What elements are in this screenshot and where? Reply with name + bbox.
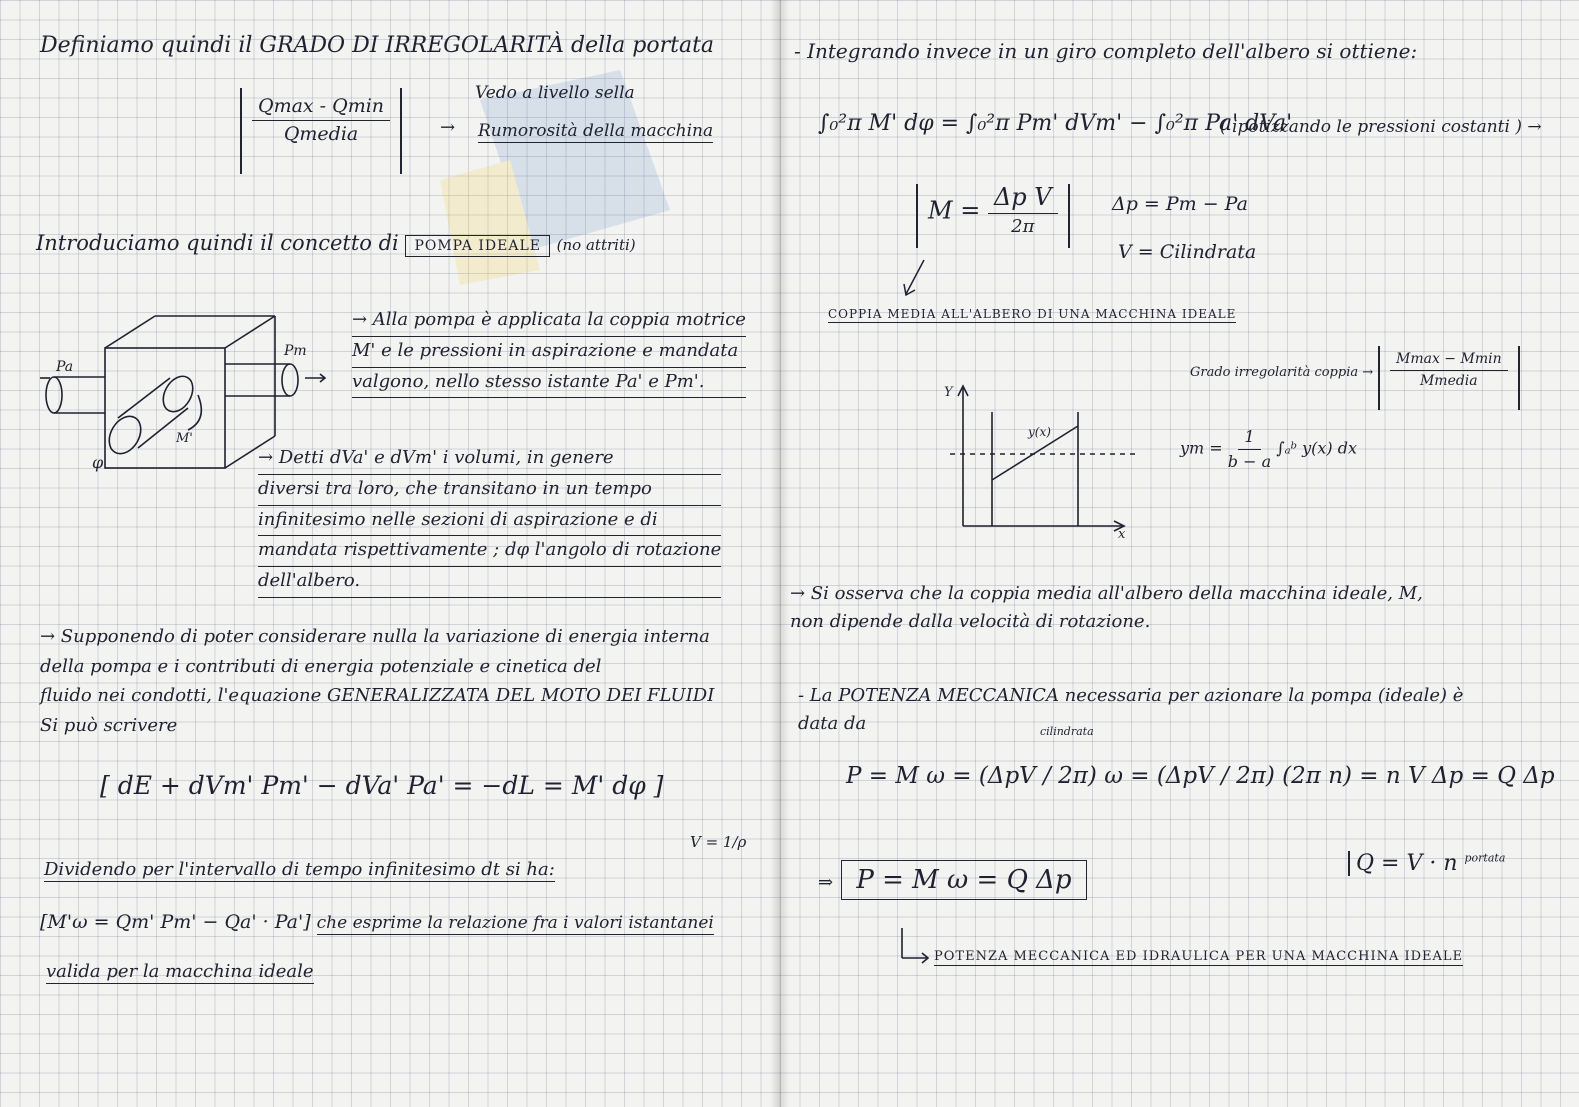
grado-coppia-label: Grado irregolarità coppia → — [1190, 365, 1374, 380]
fig-torque-label: M' — [176, 431, 193, 446]
integral-note: ( ipotizzando le pressioni costanti ) → — [1220, 117, 1542, 137]
paragraph-equazione-generalizzata: → Supponendo di poter considerare nulla la variazione di energia interna della pompa e i contributi di energia potenziale e cinetica del fluido nei condotti, l'equazione GENERALIZZATA DEL MOTO DEI FLUIDI Si può scrivere — [40, 626, 715, 737]
grado-note-1: Vedo a livello sella — [475, 83, 635, 103]
down-arrow-icon — [898, 258, 938, 300]
portata-note: Q = V · n $^{portata}$ — [1348, 852, 1505, 876]
coppia-media-label: COPPIA MEDIA ALL'ALBERO DI UNA MACCHINA IDEALE — [828, 307, 1237, 321]
potenza-box-line — [818, 866, 1087, 895]
pompa-ideale-box: POMPA IDEALE — [405, 235, 550, 257]
fig-pa-label: Pa — [56, 359, 74, 375]
coppia-indipendente-note: → Si osserva che la coppia media all'albero della macchina ideale, M, non dipende dalla velocità di rotazione. — [790, 583, 1423, 632]
paragraph-coppia-pressioni: → Alla pompa è applicata la coppia motrice M' e le pressioni in aspirazione e mandata valgono, nello stesso istante Pa' e Pm'. — [352, 306, 746, 398]
grado-coppia-formula: $\frac{Mmax - Mmin}{\text{Mmedia}}$ — [1378, 346, 1520, 410]
potenza-meccanica-line: - La POTENZA MECCANICA necessaria per azionare la pompa (ideale) è data da — [798, 685, 1464, 734]
corner-arrow-icon — [896, 926, 936, 966]
potenza-result-box: P = M ω = Q Δp — [841, 860, 1086, 900]
cilindrata-definition: V = Cilindrata — [1118, 241, 1257, 263]
fig-phi-label: φ — [92, 453, 104, 472]
integrando-line: - Integrando invece in un giro completo dell'albero si ottiene: — [794, 39, 1418, 63]
pompa-ideale-line: Introduciamo quindi il concetto di POMPA IDEALE (no attriti) — [36, 231, 636, 255]
valor-medio-formula: ym = $\frac{1}{b - a}$ ∫ₐᵇ y(x) dx — [1180, 427, 1357, 471]
cilindrata-annotation: cilindrata — [1040, 725, 1094, 738]
dividendo-line: Dividendo per l'intervallo di tempo infinitesimo dt si ha: — [44, 859, 555, 880]
notebook-spine — [770, 0, 790, 1107]
graph-fx-label: y(x) — [1028, 425, 1051, 439]
potenza-final-label: POTENZA MECCANICA ED IDRAULICA PER UNA MACCHINA IDEALE — [934, 949, 1464, 964]
grado-irregolarita-line: Definiamo quindi il GRADO DI IRREGOLARITÀ della portata — [40, 33, 715, 58]
equation-potenza-istantanea: [M'ω = Qm' Pm' − Qa' · Pa'] che esprime la relazione fra i valori istantanei — [40, 911, 714, 933]
valida-line: valida per la macchina ideale — [46, 961, 314, 982]
grado-irregolarita-formula — [240, 88, 402, 174]
paragraph-volumi: → Detti dVa' e dVm' i volumi, in genere diversi tra loro, che transitano in un tempo infinitesimo nelle sezioni di aspirazione e di mandata rispettivamente ; dφ l'angolo di rotazione dell'albero. — [258, 444, 721, 598]
delta-p-definition: Δp = Pm − Pa — [1112, 193, 1248, 215]
arrow-icon: → — [440, 117, 456, 138]
fig-pm-label: Pm — [284, 343, 307, 359]
grado-note-2: Rumorosità della macchina — [478, 121, 714, 141]
potenza-equation: P = M ω = (ΔpV / 2π) ω = (ΔpV / 2π) (2π n) = n V Δp = Q Δp — [846, 763, 1555, 789]
volume-specifico-note: V = 1/ρ — [690, 833, 747, 851]
implies-arrow-icon: ⇒ — [818, 872, 834, 893]
grado-numerator: Qmax - Qmin — [252, 96, 390, 121]
coppia-media-formula: M = $\frac{\text{Δp V}}{2\pi}$ — [916, 184, 1070, 248]
mean-value-graph — [930, 380, 1140, 545]
integral-equation: ∫₀²π M' dφ = ∫₀²π Pm' dVm' − ∫₀²π Pa' dVa' — [818, 111, 1293, 136]
grado-denominator: Qmedia — [283, 122, 359, 145]
graph-y-label: Y — [944, 385, 953, 400]
graph-x-label: x — [1118, 527, 1126, 542]
equation-energia: [ dE + dVm' Pm' − dVa' Pa' = −dL = M' dφ ] — [100, 771, 664, 800]
